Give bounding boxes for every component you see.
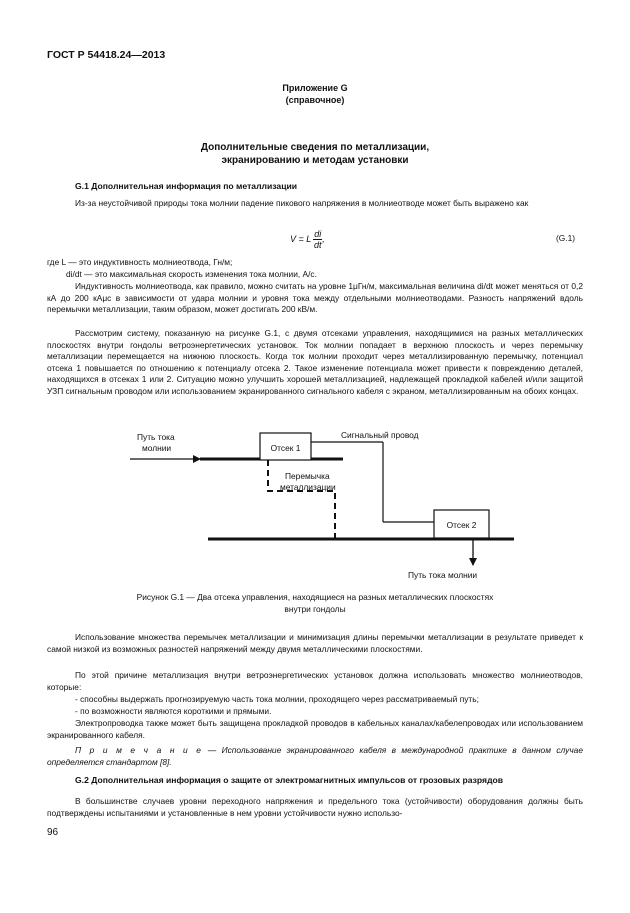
jumper-label-2: металлизации xyxy=(280,482,336,492)
formula-tail: , xyxy=(322,233,325,244)
figure-caption-line1: Рисунок G.1 — Два отсека управления, находящиеся на разных металлических плоскостях xyxy=(136,592,494,602)
section2-paragraph-1: В большинстве случаев уровни переходного напряжения и предельного тока (устойчивости) оборудования должны быть подтверждены испытаниями и установленные в нем уровни устойчивости нужно использо- xyxy=(47,796,583,818)
figure-caption-line2: внутри гондолы xyxy=(284,604,346,614)
list-item-1: - способны выдержать прогнозируемую часть тока молнии, проходящего через рассматриваемый путь; xyxy=(75,694,479,704)
compartment-1-label: Отсек 1 xyxy=(270,443,301,453)
formula-fraction xyxy=(313,229,322,250)
formula-g1 xyxy=(290,229,325,250)
page-number: 96 xyxy=(47,827,59,838)
appendix-title: Приложение G xyxy=(282,83,348,93)
formula-numerator: di xyxy=(314,229,322,239)
section1-paragraph-3: Рассмотрим систему, показанную на рисунке G.1, с двумя отсеками управления, находящимися на разных металлических плоскостях внутри гондолы ветроэнергетических установок. Ток молнии попадает в верхнюю плоскость и через перемычку металлизации перемещается на нижнюю плоскость. Когда ток молнии проходит через металлизированную перемычку, потенциал отсека 1 повышается по отношению к потенциалу отсека 2. Такое изменение потенциала может привести к повреждению деталей, находящихся в отсеках 1 или 2. Ситуацию можно улучшить хорошей металлизацией, надлежащей прокладкой кабелей и/или защитой УЗП сигнальным проводом или использованием экранированного сигнального кабеля с экраном, металлизированным на обоих концах. xyxy=(47,328,583,396)
standard-number: ГОСТ Р 54418.24—2013 xyxy=(47,49,166,61)
formula-number: (G.1) xyxy=(556,233,576,243)
section1-paragraph-5: По этой причине металлизация внутри ветроэнергетических установок должна использовать множество молниеотводов, которые: xyxy=(47,670,583,692)
where-line-2: di/dt — это максимальная скорость изменения тока молнии, А/с. xyxy=(66,269,317,279)
lightning-in-label-2: молнии xyxy=(142,443,172,453)
lightning-out-label: Путь тока молнии xyxy=(408,570,478,580)
main-title-line2: экранированию и методам установки xyxy=(221,155,409,166)
figure-caption xyxy=(47,591,583,615)
jumper-label-1: Перемычка xyxy=(285,471,330,481)
section1-paragraph-2: Индуктивность молниеотвода, как правило, можно считать на уровне 1μГн/м, максимальная величина di/dt может меняться от 0,2 кА до 200 кАμс в зависимости от удара молнии и уровня тока между отдельными молниеотводами. Разность напряжений вдоль перемычки металлизации, таким образом, может достигать 200 кВ/м. xyxy=(47,281,583,315)
note xyxy=(47,745,583,768)
main-title-line1: Дополнительные сведения по металлизации, xyxy=(200,142,430,153)
note-label: П р и м е ч а н и е xyxy=(75,745,203,755)
where-line-1: где L — это индуктивность молниеотвода, Гн/м; xyxy=(47,257,233,267)
section2-heading: G.2 Дополнительная информация о защите от электромагнитных импульсов от грозовых разрядов xyxy=(75,775,504,785)
section1-paragraph-1: Из-за неустойчивой природы тока молнии падение пикового напряжения в молниеотводе может быть выражено как xyxy=(75,198,529,208)
note-text: — Использование экранированного кабеля в международной практике в данном случае определяется стандартом [8]. xyxy=(47,745,583,767)
signal-wire-label: Сигнальный провод xyxy=(341,430,419,440)
appendix-subtitle: (справочное) xyxy=(285,95,345,105)
compartment-2-label: Отсек 2 xyxy=(446,520,477,530)
list-item-2: - по возможности являются короткими и прямыми. xyxy=(75,706,272,716)
figure-g1-diagram xyxy=(0,395,630,585)
formula-denominator: dt xyxy=(314,240,322,250)
section1-paragraph-6: Электропроводка также может быть защищена прокладкой проводов в кабельных каналах/кабелепроводах или использованием экранированного кабеля. xyxy=(47,718,583,740)
lightning-in-label-1: Путь тока xyxy=(137,432,175,442)
section1-paragraph-4: Использование множества перемычек металлизации и минимизация длины перемычки металлизации в результате приведет к самой низкой из возможных разностей напряжений между двумя металлическими плоскостями. xyxy=(47,632,583,654)
formula-lhs: V = L xyxy=(290,233,312,244)
section1-heading: G.1 Дополнительная информация по металлизации xyxy=(75,181,298,191)
